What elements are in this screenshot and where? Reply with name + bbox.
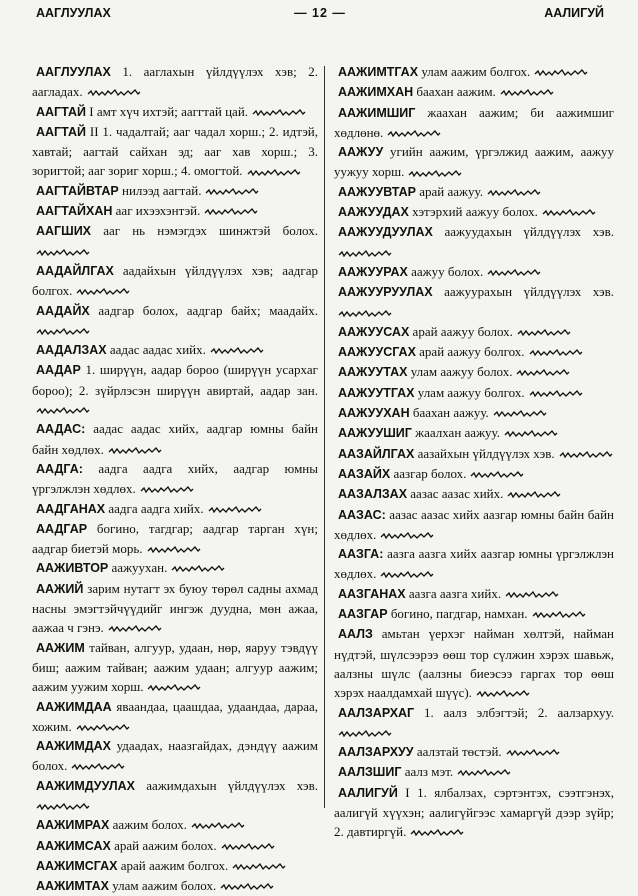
entry-headword: ААЖУУСАХ xyxy=(338,324,410,339)
entry-headword: ААЗАС: xyxy=(338,507,386,522)
entry-headword: ААЗГА: xyxy=(338,547,384,562)
mongolian-script-glyph xyxy=(542,208,596,218)
dictionary-entry xyxy=(334,383,614,403)
dictionary-entry xyxy=(334,604,614,624)
dictionary-entry xyxy=(32,558,318,578)
dictionary-entry xyxy=(334,222,614,262)
mongolian-script-glyph xyxy=(504,429,558,439)
dictionary-entry xyxy=(334,282,614,322)
dictionary-entry xyxy=(32,736,318,776)
dictionary-entry xyxy=(32,301,318,341)
mongolian-script-glyph xyxy=(487,268,541,278)
entry-definition: II 1. чадалтай; ааг чадал хорш.; 2. идтэй, хавтай; аагтай сайхан эд; ааг хав хорш.; 3. зоригтой; ааг зориг хорш.; 4. омогтой. xyxy=(32,123,318,179)
entry-definition: нилээд аагтай. xyxy=(118,182,202,198)
mongolian-script-glyph xyxy=(559,450,613,460)
dictionary-entry xyxy=(32,579,318,638)
page-number: — 12 — xyxy=(294,6,346,20)
entry-definition: угийн аажим, үргэлжид аажим, аажуу уужуу хорш. xyxy=(334,144,614,180)
dictionary-entry xyxy=(334,82,614,102)
mongolian-script-glyph xyxy=(220,882,274,892)
entry-definition: аазайхын үйлдүүлэх хэв. xyxy=(414,445,555,461)
dictionary-entry xyxy=(334,62,614,82)
entry-definition: зарим нутагт эх буюу төрөл садны ахмад насны эмэгтэйчүүдийг ингэж дуудна, мөн ажаа, аажаа ч гэнэ. xyxy=(32,580,318,636)
entry-headword: ААЖИМШИГ xyxy=(338,105,416,120)
entry-definition: улам аажуу болгох. xyxy=(414,384,525,400)
entry-definition: аалзтай төстэй. xyxy=(413,744,502,760)
entry-definition: тайван, алгуур, удаан, нөр, яаруу тэвдүү биш; аажим тайван; аажим удаан; алгуур аажим; аажим уужим хорш. xyxy=(32,639,318,695)
entry-definition: аазгар болох. xyxy=(390,465,467,481)
entry-headword: ААГТАЙВТАР xyxy=(36,183,119,198)
dictionary-entry xyxy=(32,122,318,181)
entry-definition: аазас аазас хийх аазгар юмны байн байн хөдлөх. xyxy=(334,506,614,542)
left-column xyxy=(32,62,318,896)
entry-headword: ААЗГАР xyxy=(338,607,388,622)
entry-headword: ААЖИМСАХ xyxy=(36,838,111,853)
mongolian-script-glyph xyxy=(380,570,434,580)
dictionary-entry xyxy=(334,103,614,143)
dictionary-entry xyxy=(32,261,318,301)
mongolian-script-glyph xyxy=(147,683,201,693)
entry-definition: I 1. ялбалзах, сэртэнтэх, сээтгэнэх, аалигүй хүүхэн; аалигүйгээс хамаргүй дээр зүйр; 2. давтиргүй. xyxy=(334,784,614,840)
dictionary-entry xyxy=(32,776,318,816)
entry-headword: ААДАЙЛГАХ xyxy=(36,263,114,278)
dictionary-entry xyxy=(334,403,614,423)
mongolian-script-glyph xyxy=(338,249,392,259)
entry-definition: аажим болох. xyxy=(109,817,187,833)
entry-headword: ААЖИМХАН xyxy=(338,85,414,100)
entry-definition: аазга аазга хийх аазгар юмны үргэлжлэн хөдлөх. xyxy=(334,546,614,582)
dictionary-entry xyxy=(334,505,614,545)
entry-headword: ААГЛУУЛАХ xyxy=(36,65,111,79)
dictionary-entry xyxy=(334,444,614,464)
dictionary-entry xyxy=(334,322,614,342)
dictionary-entry xyxy=(32,102,318,122)
dictionary-entry xyxy=(334,783,614,842)
dictionary-entry xyxy=(32,360,318,419)
mongolian-script-glyph xyxy=(387,129,441,139)
right-column xyxy=(334,62,614,842)
entry-headword: ААЖУУШИГ xyxy=(338,426,412,441)
entry-headword: ААЖУУДУУЛАХ xyxy=(338,225,433,240)
entry-definition: жаахан аажим; би аажимшиг хөдлөнө. xyxy=(334,104,614,140)
entry-definition: аажуурахын үйлдүүлэх хэв. xyxy=(432,284,614,300)
mongolian-script-glyph xyxy=(36,802,90,812)
mongolian-script-glyph xyxy=(457,768,511,778)
dictionary-entry xyxy=(32,876,318,896)
entry-headword: ААГТАЙ xyxy=(36,104,86,119)
mongolian-script-glyph xyxy=(108,446,162,456)
entry-definition: аадга аадга хийх. xyxy=(105,500,204,516)
mongolian-script-glyph xyxy=(87,88,141,98)
dictionary-entry xyxy=(334,464,614,484)
entry-headword: ААЖУУРУУЛАХ xyxy=(338,285,433,300)
entry-headword: ААЛЗАРХУУ xyxy=(338,745,414,760)
entry-headword: ААЖИМДУУЛАХ xyxy=(36,778,136,793)
entry-definition: аалз мэт. xyxy=(401,764,454,780)
mongolian-script-glyph xyxy=(516,368,570,378)
dictionary-entry xyxy=(334,584,614,604)
mongolian-script-glyph xyxy=(506,748,560,758)
mongolian-script-glyph xyxy=(500,88,554,98)
mongolian-script-glyph xyxy=(534,68,588,78)
dictionary-entry xyxy=(334,362,614,382)
mongolian-script-glyph xyxy=(380,531,434,541)
dictionary-entry xyxy=(32,638,318,697)
dictionary-entry xyxy=(334,342,614,362)
mongolian-script-glyph xyxy=(493,409,547,419)
entry-definition: арай аажим болох. xyxy=(110,837,217,853)
mongolian-script-glyph xyxy=(252,108,306,118)
mongolian-script-glyph xyxy=(338,729,392,739)
entry-headword: ААЗАЛЗАХ xyxy=(338,487,408,502)
mongolian-script-glyph xyxy=(476,689,530,699)
entry-definition: аадга аадга хийх, аадгар юмны үргэлжлэн хөдлөх. xyxy=(32,460,318,497)
entry-headword: ААГТАЙ xyxy=(36,124,86,139)
mongolian-script-glyph xyxy=(36,248,90,258)
mongolian-script-glyph xyxy=(171,564,225,574)
dictionary-entry xyxy=(334,423,614,443)
entry-headword: ААЖИМ xyxy=(36,640,85,655)
mongolian-script-glyph xyxy=(517,328,571,338)
mongolian-script-glyph xyxy=(507,490,561,500)
entry-headword: ААДГА: xyxy=(36,461,83,476)
dictionary-entry xyxy=(32,519,318,559)
mongolian-script-glyph xyxy=(247,168,301,178)
entry-definition: богино, пагдгар, намхан. xyxy=(387,606,528,622)
mongolian-script-glyph xyxy=(208,505,262,515)
mongolian-script-glyph xyxy=(410,828,464,838)
dictionary-entry xyxy=(32,201,318,221)
entry-headword: ААЗАЙХ xyxy=(338,466,391,481)
entry-headword: ААДАЙХ xyxy=(36,303,90,318)
dictionary-entry xyxy=(334,182,614,202)
mongolian-script-glyph xyxy=(36,406,90,416)
entry-definition: 1. аалз элбэгтэй; 2. аалзархуу. xyxy=(414,704,614,720)
mongolian-script-glyph xyxy=(204,207,258,217)
entry-definition: ааг нь нэмэгдэх шинжтэй болох. xyxy=(91,223,318,239)
entry-headword: ААЖУУХАН xyxy=(338,406,410,421)
entry-definition: улам аажим болох. xyxy=(108,878,217,894)
header-left-guideword: ААГЛУУЛАХ xyxy=(36,6,111,20)
dictionary-entry xyxy=(32,459,318,499)
entry-definition: аазас аазас хийх. xyxy=(407,486,504,502)
entry-definition: удаадах, наазгайдах, дэндүү аажим болох. xyxy=(32,738,318,774)
entry-headword: ААГТАЙХАН xyxy=(36,204,113,219)
mongolian-script-glyph xyxy=(108,624,162,634)
entry-headword: ААЖУУ xyxy=(338,145,384,160)
entry-definition: 1. ааглахын үйлдүүлэх хэв; 2. аагладах. xyxy=(32,64,318,100)
entry-headword: ААДАС: xyxy=(36,422,86,437)
dictionary-entry xyxy=(334,762,614,782)
mongolian-script-glyph xyxy=(147,545,201,555)
entry-headword: ААЖУУСГАХ xyxy=(338,345,416,360)
column-divider xyxy=(324,66,325,808)
entry-definition: жаалхан аажуу. xyxy=(411,425,501,441)
entry-definition: аажуухан. xyxy=(108,560,168,576)
entry-definition: баахан аажуу. xyxy=(409,405,489,421)
mongolian-script-glyph xyxy=(191,821,245,831)
entry-definition: аажимдахын үйлдүүлэх хэв. xyxy=(135,777,318,793)
mongolian-script-glyph xyxy=(232,862,286,872)
entry-headword: ААЖУУДАХ xyxy=(338,205,409,220)
mongolian-script-glyph xyxy=(71,762,125,772)
mongolian-script-glyph xyxy=(532,610,586,620)
page-header xyxy=(36,6,604,28)
dictionary-entry xyxy=(32,181,318,201)
entry-headword: ААЖИВТОР xyxy=(36,561,109,576)
entry-headword: ААЖИМДАХ xyxy=(36,739,112,754)
entry-headword: ААЖИМСГАХ xyxy=(36,858,118,873)
entry-definition: аазга аазга хийх. xyxy=(405,585,502,601)
mongolian-script-glyph xyxy=(76,287,130,297)
entry-headword: ААЛЗАРХАГ xyxy=(338,705,415,720)
mongolian-script-glyph xyxy=(505,590,559,600)
entry-definition: аадгар болох, аадгар байх; маадайх. xyxy=(89,302,318,318)
mongolian-script-glyph xyxy=(470,470,524,480)
entry-definition: аажуу болох. xyxy=(407,263,484,279)
mongolian-script-glyph xyxy=(338,309,392,319)
entry-headword: ААДГАНАХ xyxy=(36,501,106,516)
dictionary-entry xyxy=(32,221,318,261)
dictionary-entry xyxy=(334,742,614,762)
dictionary-entry xyxy=(32,697,318,737)
dictionary-entry xyxy=(334,142,614,182)
entry-headword: ААЖУУТАХ xyxy=(338,365,408,380)
entry-definition: арай аажуу болох. xyxy=(409,323,513,339)
mongolian-script-glyph xyxy=(529,348,583,358)
entry-definition: богино, тагдгар; аадгар тарган хүн; аадгар биетэй морь. xyxy=(32,520,318,557)
entry-headword: ААЗАЙЛГАХ xyxy=(338,446,415,461)
entry-headword: ААЖИМДАА xyxy=(36,699,112,714)
dictionary-entry xyxy=(334,484,614,504)
entry-headword: ААЖИЙ xyxy=(36,581,84,596)
header-right-guideword: ААЛИГУЙ xyxy=(544,6,604,20)
entry-headword: ААГШИХ xyxy=(36,224,92,239)
entry-definition: аадас аадас хийх. xyxy=(106,342,206,358)
mongolian-script-glyph xyxy=(221,842,275,852)
entry-headword: ААЖИМТАХ xyxy=(36,879,109,894)
mongolian-script-glyph xyxy=(529,389,583,399)
entry-definition: улам аажуу болох. xyxy=(407,364,513,380)
mongolian-script-glyph xyxy=(205,187,259,197)
entry-definition: 1. ширүүн, аадар бороо (ширүүн усархаг бороо); 2. зүйрлэсэн ширүүн авиртай, аадар зан. xyxy=(32,362,318,398)
entry-headword: ААЛИГУЙ xyxy=(338,785,398,800)
mongolian-script-glyph xyxy=(487,188,541,198)
entry-definition: хэтэрхий аажуу болох. xyxy=(408,204,538,220)
entry-definition: ааг ихээхэнтэй. xyxy=(112,203,201,219)
entry-definition: арай аажуу болгох. xyxy=(415,344,525,360)
entry-definition: аажуудахын үйлдүүлэх хэв. xyxy=(432,224,614,240)
dictionary-entry xyxy=(334,624,614,702)
mongolian-script-glyph xyxy=(140,485,194,495)
dictionary-entry xyxy=(32,499,318,519)
entry-headword: ААЖИМРАХ xyxy=(36,818,110,833)
mongolian-script-glyph xyxy=(408,169,462,179)
entry-definition: яваандаа, цаашдаа, удаандаа, дараа, хожим. xyxy=(32,698,318,734)
entry-headword: ААЖУУВТАР xyxy=(338,184,416,199)
entry-headword: ААЖУУРАХ xyxy=(338,264,408,279)
dictionary-entry xyxy=(32,62,318,102)
entry-headword: ААДАР xyxy=(36,363,81,378)
entry-definition: аадайхын үйлдүүлэх хэв; аадгар болгох. xyxy=(32,262,318,299)
mongolian-script-glyph xyxy=(76,723,130,733)
entry-definition: амьтан үерхэг найман хөлтэй, найман нүдтэй, шүлсээрээ өөш тор сүлжин хэрэх шавьж, аалзны шүлс (аалзны биеэсээ гаргах тор өөш хэрэх наалдамхай шүүс). xyxy=(334,626,614,701)
dictionary-entry xyxy=(334,703,614,743)
entry-headword: ААДГАР xyxy=(36,521,88,536)
entry-definition: арай аажуу. xyxy=(415,183,483,199)
entry-definition: улам аажим болгох. xyxy=(418,64,531,79)
dictionary-entry xyxy=(32,340,318,360)
dictionary-entry xyxy=(32,856,318,876)
entry-headword: ААЗГАНАХ xyxy=(338,586,406,601)
dictionary-entry xyxy=(32,815,318,835)
dictionary-entry xyxy=(334,202,614,222)
dictionary-entry xyxy=(32,419,318,459)
entry-headword: ААЛЗ xyxy=(338,627,373,642)
entry-headword: ААЖУУТГАХ xyxy=(338,385,415,400)
entry-definition: арай аажим болгох. xyxy=(117,857,229,873)
dictionary-entry xyxy=(334,544,614,584)
mongolian-script-glyph xyxy=(36,327,90,337)
entry-headword: ААДАЛЗАХ xyxy=(36,343,107,358)
mongolian-script-glyph xyxy=(210,346,264,356)
entry-definition: I амт хүч ихтэй; ааггтай цай. xyxy=(86,103,249,119)
entry-headword: ААЛЗШИГ xyxy=(338,765,402,780)
entry-headword: ААЖИМТГАХ xyxy=(338,65,419,79)
entry-definition: баахан аажим. xyxy=(413,84,496,100)
dictionary-entry xyxy=(334,262,614,282)
entry-definition: аадас аадас хийх, аадгар юмны байн байн хөдлөх. xyxy=(32,421,318,457)
